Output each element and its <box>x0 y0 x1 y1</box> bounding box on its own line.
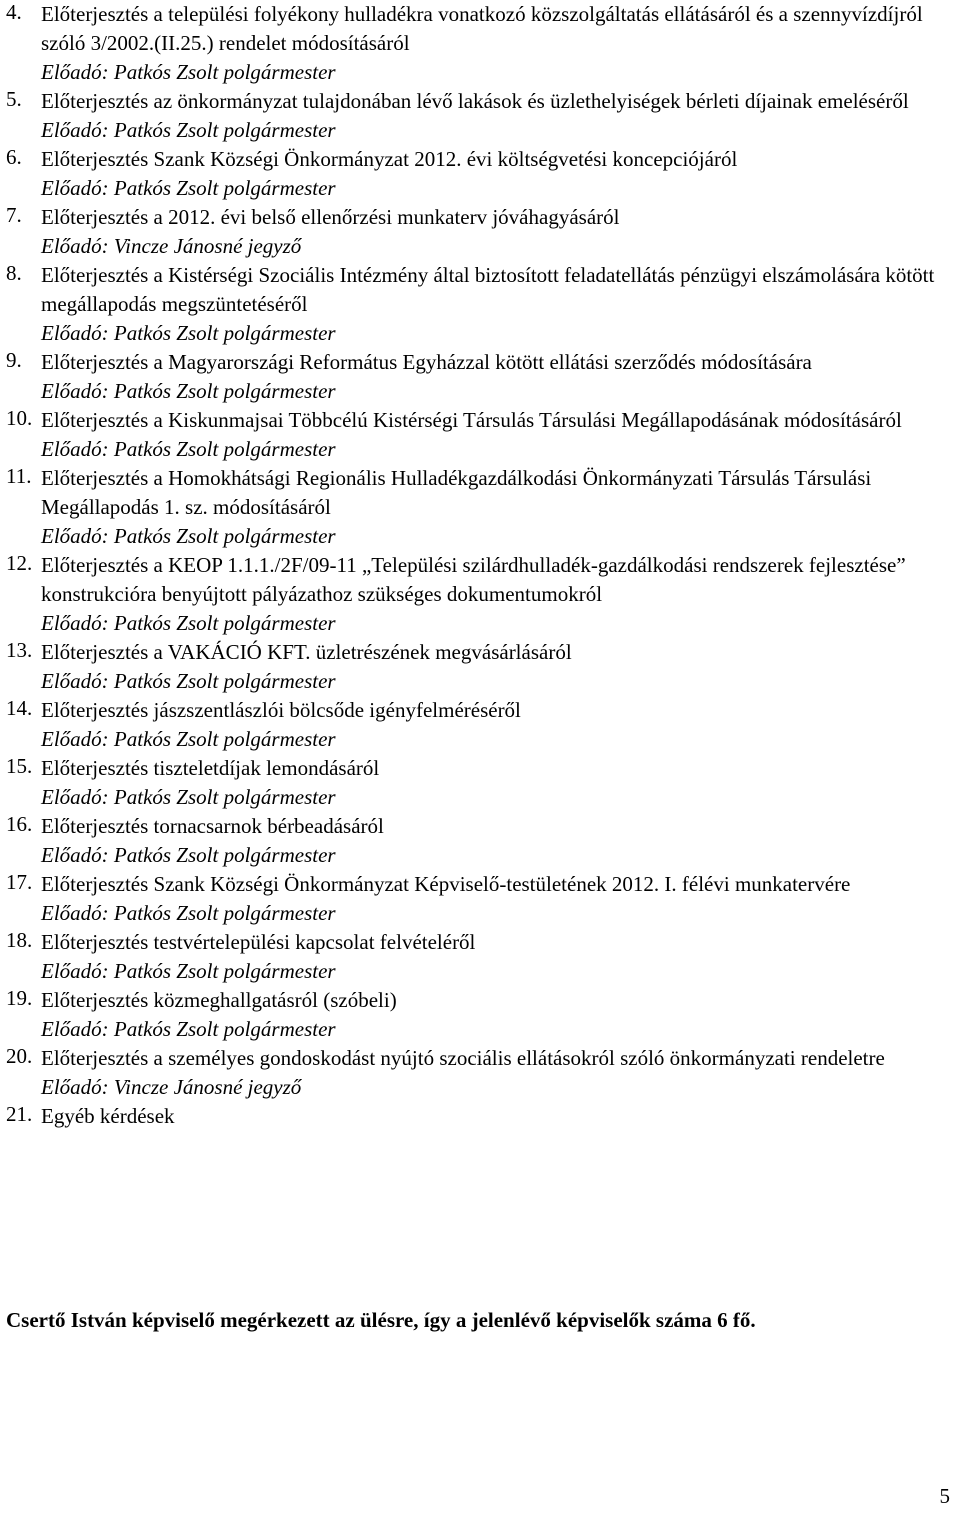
item-presenter: Előadó: Vincze Jánosné jegyző <box>41 1075 302 1099</box>
item-number: 9. <box>6 348 22 372</box>
item-presenter: Előadó: Patkós Zsolt polgármester <box>41 437 336 461</box>
item-presenter: Előadó: Patkós Zsolt polgármester <box>41 727 336 751</box>
item-presenter: Előadó: Patkós Zsolt polgármester <box>41 901 336 925</box>
agenda-item-21 <box>6 1102 956 1131</box>
agenda-item-11 <box>6 464 956 551</box>
agenda-item-14 <box>6 696 956 754</box>
item-number: 21. <box>6 1102 33 1126</box>
item-title: Előterjesztés a Kistérségi Szociális Intézmény által biztosított feladatellátás pénzügyi elszámolására kötött megállapodás megszüntetéséről <box>41 263 935 316</box>
item-presenter: Előadó: Patkós Zsolt polgármester <box>41 118 336 142</box>
item-number: 17. <box>6 870 33 894</box>
item-title: Előterjesztés tiszteletdíjak lemondásáról <box>41 756 380 780</box>
item-presenter: Előadó: Vincze Jánosné jegyző <box>41 234 302 258</box>
item-presenter: Előadó: Patkós Zsolt polgármester <box>41 843 336 867</box>
agenda-item-20 <box>6 1044 956 1102</box>
closing-note: Csertő István képviselő megérkezett az ülésre, így a jelenlévő képviselők száma 6 fő. <box>6 1308 756 1332</box>
item-title: Előterjesztés a személyes gondoskodást nyújtó szociális ellátásokról szóló önkormányzati rendeletre <box>41 1046 885 1070</box>
item-presenter: Előadó: Patkós Zsolt polgármester <box>41 669 336 693</box>
agenda-item-16 <box>6 812 956 870</box>
agenda-item-8 <box>6 261 956 348</box>
item-presenter: Előadó: Patkós Zsolt polgármester <box>41 1017 336 1041</box>
item-number: 13. <box>6 638 33 662</box>
agenda-item-9 <box>6 348 956 406</box>
agenda-item-7 <box>6 203 956 261</box>
agenda-list <box>6 0 956 1131</box>
agenda-item-17 <box>6 870 956 928</box>
item-title: Előterjesztés Szank Községi Önkormányzat Képviselő-testületének 2012. I. félévi munkatervére <box>41 872 851 896</box>
item-number: 20. <box>6 1044 33 1068</box>
item-presenter: Előadó: Patkós Zsolt polgármester <box>41 524 336 548</box>
item-title: Előterjesztés Szank Községi Önkormányzat 2012. évi költségvetési koncepciójáról <box>41 147 738 171</box>
item-number: 11. <box>6 464 32 488</box>
item-number: 8. <box>6 261 22 285</box>
agenda-item-13 <box>6 638 956 696</box>
item-title: Előterjesztés a települési folyékony hulladékra vonatkozó közszolgáltatás ellátásáról és a szennyvízdíjról szóló 3/2002.(II.25.) rendelet módosításáról <box>41 2 923 55</box>
item-number: 19. <box>6 986 33 1010</box>
agenda-item-4 <box>6 0 956 87</box>
item-number: 15. <box>6 754 33 778</box>
item-number: 6. <box>6 145 22 169</box>
item-title: Előterjesztés tornacsarnok bérbeadásáról <box>41 814 384 838</box>
item-presenter: Előadó: Patkós Zsolt polgármester <box>41 176 336 200</box>
item-title: Előterjesztés közmeghallgatásról (szóbeli) <box>41 988 397 1012</box>
item-number: 14. <box>6 696 33 720</box>
item-number: 10. <box>6 406 33 430</box>
item-title: Előterjesztés a Homokhátsági Regionális Hulladékgazdálkodási Önkormányzati Társulás Társulási Megállapodás 1. sz. módosításáról <box>41 466 872 519</box>
item-title: Egyéb kérdések <box>41 1104 175 1128</box>
agenda-item-12 <box>6 551 956 638</box>
agenda-item-18 <box>6 928 956 986</box>
item-presenter: Előadó: Patkós Zsolt polgármester <box>41 379 336 403</box>
item-presenter: Előadó: Patkós Zsolt polgármester <box>41 959 336 983</box>
item-number: 7. <box>6 203 22 227</box>
item-number: 4. <box>6 0 22 24</box>
item-number: 5. <box>6 87 22 111</box>
agenda-item-19 <box>6 986 956 1044</box>
item-title: Előterjesztés testvértelepülési kapcsolat felvételéről <box>41 930 476 954</box>
item-title: Előterjesztés jászszentlászlói bölcsőde igényfelméréséről <box>41 698 521 722</box>
item-number: 12. <box>6 551 33 575</box>
document-page <box>6 0 956 1332</box>
agenda-item-5 <box>6 87 956 145</box>
item-presenter: Előadó: Patkós Zsolt polgármester <box>41 321 336 345</box>
agenda-item-10 <box>6 406 956 464</box>
item-presenter: Előadó: Patkós Zsolt polgármester <box>41 611 336 635</box>
item-presenter: Előadó: Patkós Zsolt polgármester <box>41 785 336 809</box>
item-title: Előterjesztés a KEOP 1.1.1./2F/09-11 „Települési szilárdhulladék-gazdálkodási rendszerek fejlesztése” konstrukcióra benyújtott pályázathoz szükséges dokumentumokról <box>41 553 906 606</box>
item-number: 18. <box>6 928 33 952</box>
item-title: Előterjesztés a Magyarországi Református Egyházzal kötött ellátási szerződés módosítására <box>41 350 812 374</box>
item-title: Előterjesztés az önkormányzat tulajdonában lévő lakások és üzlethelyiségek bérleti díjainak emeléséről <box>41 89 909 113</box>
item-presenter: Előadó: Patkós Zsolt polgármester <box>41 60 336 84</box>
item-number: 16. <box>6 812 33 836</box>
item-title: Előterjesztés a Kiskunmajsai Többcélú Kistérségi Társulás Társulási Megállapodásának módosításáról <box>41 408 902 432</box>
item-title: Előterjesztés a 2012. évi belső ellenőrzési munkaterv jóváhagyásáról <box>41 205 620 229</box>
agenda-item-15 <box>6 754 956 812</box>
agenda-item-6 <box>6 145 956 203</box>
page-number: 5 <box>939 1484 950 1508</box>
item-title: Előterjesztés a VAKÁCIÓ KFT. üzletrészének megvásárlásáról <box>41 640 572 664</box>
